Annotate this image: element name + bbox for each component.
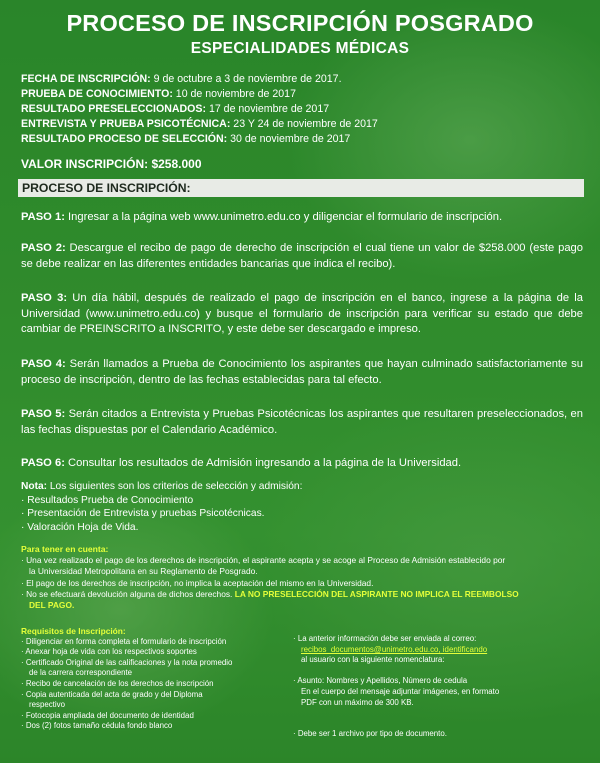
requisitos-block (21, 626, 291, 732)
step-3: PASO 3: Un día hábil, después de realizado el pago de inscripción en el banco, ingrese a la página de la Universidad (www.unimetro.edu.co) y busque el formulario de inscripción para verificar su estado que debe cambiar de PREINSCRITO a INSCRITO, y este debe ser descargado e impreso. (21, 292, 583, 335)
spacer (293, 666, 583, 677)
list-item: · Certificado Original de las calificaciones y la nota promedio (21, 657, 233, 667)
tener-heading: Para tener en cuenta: (21, 544, 109, 554)
envio-line: · La anterior información debe ser enviada al correo: (293, 634, 477, 643)
date-row: FECHA DE INSCRIPCIÓN: 9 de octubre a 3 de noviembre de 2017. (21, 73, 342, 85)
date-row: ENTREVISTA Y PRUEBA PSICOTÉCNICA: 23 Y 24 de noviembre de 2017 (21, 118, 378, 130)
envio-line: recibos_documentos@unimetro.edu.co, identificando (301, 644, 488, 654)
envio-line: En el cuerpo del mensaje adjuntar imágenes, en formato (301, 686, 500, 696)
spacer (293, 708, 583, 729)
list-item: · Copia autenticada del acta de grado y del Diploma (21, 689, 203, 699)
envio-line: al usuario con la siguiente nomenclatura: (301, 655, 445, 665)
step-4: PASO 4: Serán llamados a Prueba de Conocimiento los aspirantes que hayan culminado satisfactoriamente su proceso de inscripción, dentro de las fechas establecidas para tal efecto. (21, 358, 583, 386)
list-item: · El pago de los derechos de inscripción, no implica la aceptación del mismo en la Universidad. (21, 577, 374, 588)
list-item: · Resultados Prueba de Conocimiento (21, 494, 194, 506)
list-item: · Diligenciar en forma completa el formulario de inscripción (21, 636, 227, 646)
step-5: PASO 5: Serán citados a Entrevista y Pruebas Psicotécnicas los aspirantes que resultaren preseleccionados, en las fechas dispuestas por el Calendario Académico. (21, 408, 583, 436)
page-subtitle: ESPECIALIDADES MÉDICAS (190, 40, 410, 57)
highlight-warning: LA NO PRESELECCIÓN DEL ASPIRANTE NO IMPLICA EL REEMBOLSO (234, 588, 519, 599)
highlight-warning-continuation: DEL PAGO. (29, 600, 75, 611)
list-item: · Fotocopia ampliada del documento de identidad (21, 710, 194, 720)
email-link[interactable]: recibos_documentos@unimetro.edu.co, (301, 644, 441, 654)
envio-block (293, 634, 583, 740)
list-item: · No se efectuará devolución alguna de dichos derechos. LA NO PRESELECCIÓN DEL ASPIRANTE NO IMPLICA EL REEMBOLSO (21, 588, 519, 599)
price-label: VALOR INSCRIPCIÓN: $258.000 (21, 157, 202, 171)
step-2: PASO 2: Descargue el recibo de pago de derecho de inscripción el cual tiene un valor de $258.000 (este pago se debe realizar en las diferentes entidades bancarias que indica el recibo). (21, 242, 583, 270)
date-row: RESULTADO PROCESO DE SELECCIÓN: 30 de noviembre de 2017 (21, 133, 351, 145)
page-title: PROCESO DE INSCRIPCIÓN POSGRADO (66, 10, 534, 36)
list-item: · Valoración Hoja de Vida. (21, 521, 139, 533)
envio-line: · Asunto: Nombres y Apellidos, Número de cedula (293, 676, 468, 686)
list-item: · Recibo de cancelación de los derechos de inscripción (21, 678, 214, 688)
requisitos-heading: Requisitos de Inscripción: (21, 626, 126, 636)
note-block (21, 480, 581, 534)
list-item: · Presentación de Entrevista y pruebas Psicotécnicas. (21, 508, 265, 520)
note-heading: Nota: Los siguientes son los criterios de selección y admisión: (21, 481, 303, 492)
date-row: RESULTADO PRESELECCIONADOS: 17 de noviembre de 2017 (21, 103, 330, 115)
list-item-continuation: de la carrera correspondiente (29, 668, 133, 678)
envio-line: PDF con un máximo de 300 KB. (301, 697, 414, 707)
list-item: · Dos (2) fotos tamaño cédula fondo blanco (21, 721, 173, 731)
list-item: · Anexar hoja de vida con los respectivos soportes (21, 647, 197, 657)
list-item-continuation: la Universidad Metropolitana en su Reglamento de Posgrado. (29, 566, 258, 577)
list-item-continuation: respectivo (29, 700, 65, 710)
section-title: PROCESO DE INSCRIPCIÓN: (18, 179, 584, 197)
date-row: PRUEBA DE CONOCIMIENTO: 10 de noviembre de 2017 (21, 88, 296, 100)
list-item: · Una vez realizado el pago de los derechos de inscripción, el aspirante acepta y se acoge al Proceso de Admisión establecido por (21, 555, 506, 566)
envio-line: · Debe ser 1 archivo por tipo de documento. (293, 729, 447, 739)
dates-list (21, 72, 581, 147)
step-1: PASO 1: Ingresar a la página web www.unimetro.edu.co y diligenciar el formulario de inscripción. (21, 211, 503, 223)
tener-en-cuenta-block (21, 544, 586, 611)
step-6: PASO 6: Consultar los resultados de Admisión ingresando a la página de la Universidad. (21, 457, 462, 469)
